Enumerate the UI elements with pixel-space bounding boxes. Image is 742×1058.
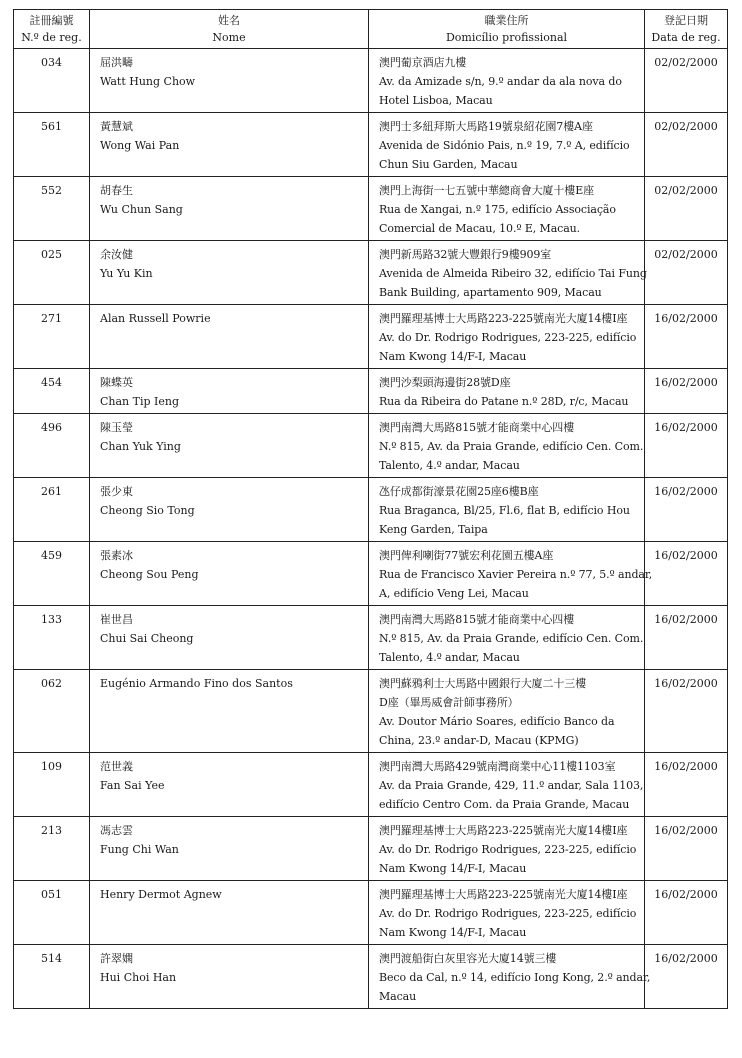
name-romanized: Yu Yu Kin [100, 267, 153, 280]
name-romanized: Hui Choi Han [100, 971, 177, 984]
reg-number: 025 [14, 241, 90, 305]
address-line: 澳門俾利喇街77號宏利花園五樓A座 [379, 549, 554, 562]
address-line: Bank Building, apartamento 909, Macau [379, 286, 602, 299]
table-header-row [14, 10, 728, 49]
reg-number: 051 [14, 881, 90, 945]
address-line: edifício Centro Com. da Praia Grande, Macau [379, 798, 630, 811]
name-romanized: Alan Russell Powrie [100, 312, 211, 325]
registration-date: 16/02/2000 [645, 606, 728, 670]
header-address [369, 10, 645, 49]
header-date-pt: Data de reg. [651, 31, 721, 44]
name-chinese: 范世義 [100, 760, 133, 773]
table-row [14, 369, 728, 414]
header-reg-pt: N.º de reg. [21, 31, 82, 44]
address-line: D座（畢馬威會計師事務所） [379, 696, 519, 709]
reg-number: 561 [14, 113, 90, 177]
registration-date: 16/02/2000 [645, 542, 728, 606]
reg-number: 133 [14, 606, 90, 670]
name-cell [90, 177, 369, 241]
header-reg [14, 10, 90, 49]
table-row [14, 881, 728, 945]
registration-date: 02/02/2000 [645, 49, 728, 113]
address-line: Rua Braganca, Bl/25, Fl.6, flat B, edifício Hou [379, 504, 630, 517]
registration-date: 16/02/2000 [645, 305, 728, 369]
address-line: A, edifício Veng Lei, Macau [379, 587, 529, 600]
table-row [14, 113, 728, 177]
name-chinese: 胡春生 [100, 184, 133, 197]
address-cell [369, 241, 645, 305]
header-date-zh: 登記日期 [664, 14, 708, 27]
registration-date: 16/02/2000 [645, 817, 728, 881]
name-cell [90, 817, 369, 881]
address-line: Av. do Dr. Rodrigo Rodrigues, 223-225, edifício [379, 843, 637, 856]
address-cell [369, 817, 645, 881]
name-romanized: Wu Chun Sang [100, 203, 183, 216]
address-line: 澳門新馬路32號大豐銀行9樓909室 [379, 248, 552, 261]
name-cell [90, 478, 369, 542]
registration-date: 02/02/2000 [645, 177, 728, 241]
name-romanized: Henry Dermot Agnew [100, 888, 222, 901]
table-row [14, 241, 728, 305]
reg-number: 062 [14, 670, 90, 753]
name-romanized: Chan Tip Ieng [100, 395, 180, 408]
name-chinese: 黃慧斌 [100, 120, 133, 133]
address-line: 澳門葡京酒店九樓 [379, 56, 467, 69]
name-chinese: 許翠嫻 [100, 952, 133, 965]
address-cell [369, 478, 645, 542]
name-cell [90, 670, 369, 753]
reg-number: 514 [14, 945, 90, 1009]
table-row [14, 305, 728, 369]
name-chinese: 馮志雲 [100, 824, 133, 837]
registration-date: 16/02/2000 [645, 670, 728, 753]
header-name-pt: Nome [212, 31, 246, 44]
name-romanized: Cheong Sou Peng [100, 568, 199, 581]
name-romanized: Watt Hung Chow [100, 75, 196, 88]
address-line: Avenida de Almeida Ribeiro 32, edifício Tai Fung [379, 267, 647, 280]
registration-date: 02/02/2000 [645, 113, 728, 177]
name-romanized: Fung Chi Wan [100, 843, 179, 856]
address-line: Rua de Francisco Xavier Pereira n.º 77, 5.º andar, [379, 568, 653, 581]
address-cell [369, 369, 645, 414]
address-line: Av. Doutor Mário Soares, edifício Banco da [379, 715, 615, 728]
table-row [14, 414, 728, 478]
table-row [14, 542, 728, 606]
address-line: 澳門南灣大馬路429號南灣商業中心11樓1103室 [379, 760, 616, 773]
address-cell [369, 670, 645, 753]
name-romanized: Chan Yuk Ying [100, 440, 181, 453]
reg-number: 261 [14, 478, 90, 542]
name-romanized: Wong Wai Pan [100, 139, 180, 152]
reg-number: 496 [14, 414, 90, 478]
address-cell [369, 753, 645, 817]
address-line: Rua da Ribeira do Patane n.º 28D, r/c, Macau [379, 395, 629, 408]
address-cell [369, 606, 645, 670]
header-date [645, 10, 728, 49]
address-line: 澳門蘇鴉利士大馬路中國銀行大廈二十三樓 [379, 677, 587, 690]
header-name [90, 10, 369, 49]
address-line: Av. do Dr. Rodrigo Rodrigues, 223-225, edifício [379, 907, 637, 920]
header-address-zh: 職業住所 [484, 14, 529, 27]
registration-date: 16/02/2000 [645, 478, 728, 542]
address-cell [369, 113, 645, 177]
address-line: Av. da Amizade s/n, 9.º andar da ala nova do [379, 75, 622, 88]
registration-date: 16/02/2000 [645, 753, 728, 817]
header-reg-zh: 註冊編號 [29, 14, 74, 27]
address-cell [369, 414, 645, 478]
address-cell [369, 305, 645, 369]
address-line: Hotel Lisboa, Macau [379, 94, 493, 107]
address-line: 澳門渡船街白灰里容光大廈14號三樓 [379, 952, 557, 965]
address-line: China, 23.º andar-D, Macau (KPMG) [379, 734, 579, 747]
address-cell [369, 542, 653, 606]
name-romanized: Cheong Sio Tong [100, 504, 195, 517]
name-cell [90, 241, 369, 305]
name-chinese: 張少東 [100, 485, 133, 498]
address-line: Rua de Xangai, n.º 175, edifício Associação [379, 203, 616, 216]
header-address-pt: Domicílio profissional [445, 31, 568, 44]
name-chinese: 余汝健 [100, 248, 133, 261]
name-romanized: Fan Sai Yee [100, 779, 165, 792]
address-line: 澳門南灣大馬路815號才能商業中心四樓 [379, 613, 575, 626]
address-line: Chun Siu Garden, Macau [379, 158, 518, 171]
reg-number: 454 [14, 369, 90, 414]
name-chinese: 陳玉瑩 [100, 421, 133, 434]
address-line: 澳門士多紐拜斯大馬路19號泉紹花園7樓A座 [379, 120, 593, 133]
registration-date: 02/02/2000 [645, 241, 728, 305]
name-cell [90, 945, 369, 1009]
reg-number: 271 [14, 305, 90, 369]
registry-page [13, 9, 727, 1009]
address-line: 澳門南灣大馬路815號才能商業中心四樓 [379, 421, 575, 434]
address-line: 澳門上海街一七五號中華總商會大廈十樓E座 [379, 184, 595, 197]
name-chinese: 崔世昌 [100, 613, 133, 626]
name-chinese: 陳蝶英 [100, 376, 133, 389]
reg-number: 459 [14, 542, 90, 606]
registration-date: 16/02/2000 [645, 881, 728, 945]
name-romanized: Chui Sai Cheong [100, 632, 194, 645]
address-line: Beco da Cal, n.º 14, edifício Iong Kong, 2.º andar, [379, 971, 651, 984]
address-cell [369, 49, 645, 113]
address-line: Nam Kwong 14/F-I, Macau [379, 862, 527, 875]
name-cell [90, 753, 369, 817]
name-cell [90, 881, 369, 945]
address-line: 氹仔成都街濠景花園25座6樓B座 [379, 485, 539, 498]
address-line: Comercial de Macau, 10.º E, Macau. [379, 222, 581, 235]
name-cell [90, 369, 369, 414]
name-cell [90, 305, 369, 369]
table-row [14, 945, 728, 1009]
address-line: Macau [379, 990, 417, 1003]
table-row [14, 478, 728, 542]
name-cell [90, 542, 369, 606]
name-cell [90, 414, 369, 478]
reg-number: 034 [14, 49, 90, 113]
address-cell [369, 177, 645, 241]
reg-number: 213 [14, 817, 90, 881]
name-chinese: 屈洪疇 [100, 56, 133, 69]
table-row [14, 670, 728, 753]
name-chinese: 張素冰 [100, 549, 133, 562]
registry-table [13, 9, 728, 1009]
address-line: 澳門羅理基博士大馬路223-225號南光大廈14樓I座 [379, 824, 628, 837]
table-row [14, 817, 728, 881]
address-line: Av. do Dr. Rodrigo Rodrigues, 223-225, edifício [379, 331, 637, 344]
registration-date: 16/02/2000 [645, 414, 728, 478]
table-row [14, 753, 728, 817]
name-cell [90, 113, 369, 177]
table-row [14, 177, 728, 241]
address-line: N.º 815, Av. da Praia Grande, edifício Cen. Com. [379, 440, 644, 453]
address-line: Talento, 4.º andar, Macau [379, 459, 520, 472]
address-cell [369, 945, 651, 1009]
table-row [14, 49, 728, 113]
address-line: 澳門羅理基博士大馬路223-225號南光大廈14樓I座 [379, 888, 628, 901]
reg-number: 109 [14, 753, 90, 817]
address-line: N.º 815, Av. da Praia Grande, edifício Cen. Com. [379, 632, 644, 645]
address-line: Talento, 4.º andar, Macau [379, 651, 520, 664]
address-line: Nam Kwong 14/F-I, Macau [379, 926, 527, 939]
reg-number: 552 [14, 177, 90, 241]
address-line: 澳門沙梨頭海邊街28號D座 [379, 376, 511, 389]
table-row [14, 606, 728, 670]
name-cell [90, 606, 369, 670]
name-romanized: Eugénio Armando Fino dos Santos [100, 677, 293, 690]
address-line: Nam Kwong 14/F-I, Macau [379, 350, 527, 363]
header-name-zh: 姓名 [218, 14, 240, 27]
address-line: Av. da Praia Grande, 429, 11.º andar, Sala 1103, [379, 779, 644, 792]
address-line: Avenida de Sidónio Pais, n.º 19, 7.º A, edifício [379, 139, 630, 152]
registration-date: 16/02/2000 [645, 945, 728, 1009]
address-line: Keng Garden, Taipa [379, 523, 488, 536]
address-cell [369, 881, 645, 945]
address-line: 澳門羅理基博士大馬路223-225號南光大廈14樓I座 [379, 312, 628, 325]
registration-date: 16/02/2000 [645, 369, 728, 414]
name-cell [90, 49, 369, 113]
